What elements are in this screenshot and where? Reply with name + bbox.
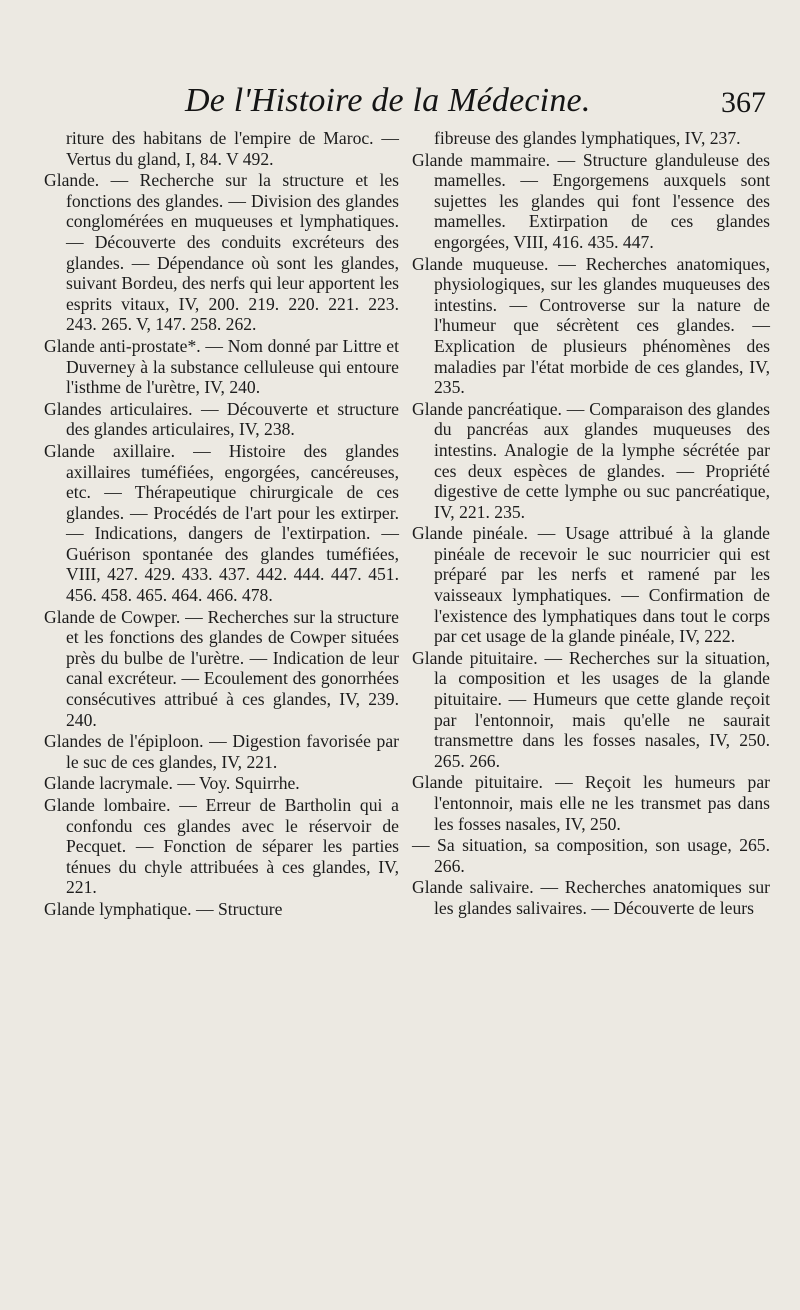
page-number: 367	[721, 86, 766, 119]
index-entry: Glande pinéale. — Usage attribué à la glande pinéale de recevoir le suc nourricier qui est préparé par les nerfs et ramené par les vaisseaux lymphatiques. — Confirmation de l'existence des lymphatiques dans tout le corps par cet usage de la glande pinéale, IV, 222.	[412, 523, 770, 647]
index-entry: Glande pituitaire. — Recherches sur la situation, la composition et les usages de la glande pituitaire. — Humeurs que cette glande reçoit par l'entonnoir, mais qu'elle ne saurait transmettre dans les fosses nasales, IV, 250. 265. 266.	[412, 647, 770, 771]
index-entry: Glande salivaire. — Recherches anatomiques sur les glandes salivaires. — Découverte de leurs	[412, 877, 770, 918]
page-header	[0, 78, 800, 128]
index-entry: Glande lombaire. — Erreur de Bartholin qui a confondu ces glandes avec le réservoir de Pecquet. — Fonction de séparer les parties ténues du chyle attribuées à ces glandes, IV, 221.	[44, 795, 399, 898]
index-entry: Glandes de l'épiploon. — Digestion favorisée par le suc de ces glandes, IV, 221.	[44, 731, 399, 772]
index-entry: Glande anti-prostate*. — Nom donné par Littre et Duverney à la substance celluleuse qui entoure l'isthme de l'urètre, IV, 240.	[44, 335, 399, 398]
index-entry: Glandes articulaires. — Découverte et structure des glandes articulaires, IV, 238.	[44, 398, 399, 440]
left-column	[44, 128, 399, 920]
index-entry: Glande lymphatique. — Structure	[44, 898, 283, 919]
index-entry: Glande pancréatique. — Comparaison des glandes du pancréas aux glandes muqueuses des intestins. Analogie de la lymphe sécrétée par ces deux espèces de glandes. — Propriété digestive de cette lymphe ou suc pancréatique, IV, 221. 235.	[412, 398, 770, 522]
right-column	[412, 128, 770, 919]
index-entry: riture des habitans de l'empire de Maroc. — Vertus du gland, I, 84. V 492.	[66, 128, 399, 169]
index-entry: Glande lacrymale. — Voy. Squirrhe.	[44, 773, 300, 794]
index-entry: Glande pituitaire. — Reçoit les humeurs par l'entonnoir, mais elle ne les transmet pas dans les fosses nasales, IV, 250.	[412, 772, 770, 834]
index-entry: — Sa situation, sa composition, son usage, 265. 266.	[412, 835, 770, 876]
index-entry: Glande de Cowper. — Recherches sur la structure et les fonctions des glandes de Cowper situées près du bulbe de l'urètre. — Indication de leur canal excréteur. — Ecoulement des gonorrhées consécutives attribué à ces glandes, IV, 239. 240.	[44, 606, 399, 730]
index-entry: Glande mammaire. — Structure glanduleuse des mamelles. — Engorgemens auxquels sont sujettes les glandes qui font l'essence des mamelles. Extirpation de ces glandes engorgées, VIII, 416. 435. 447.	[412, 149, 770, 252]
running-title: De l'Histoire de la Médecine.	[185, 82, 591, 119]
index-entry: Glande axillaire. — Histoire des glandes axillaires tuméfiées, engorgées, cancéreuses, etc. — Thérapeutique chirurgicale de ces glandes. — Procédés de l'art pour les extirper. — Indications, dangers de l'extirpation. — Guérison spontanée des glandes tuméfiées, VIII, 427. 429. 433. 437. 442. 444. 447. 451. 456. 458. 465. 464. 466. 478.	[44, 440, 399, 606]
index-entry: fibreuse des glandes lymphatiques, IV, 237.	[434, 128, 741, 148]
index-entry: Glande muqueuse. — Recherches anatomiques, physiologiques, sur les glandes muqueuses des intestins. — Controverse sur la nature de l'humeur que sécrètent ces glandes. — Explication de plusieurs phénomènes des maladies par l'état morbide de ces glandes, IV, 235.	[412, 253, 770, 398]
index-entry: Glande. — Recherche sur la structure et les fonctions des glandes. — Division des glandes conglomérées en muqueuses et lymphatiques. — Découverte des conduits excréteurs des glandes. — Dépendance où sont les glandes, suivant Bordeu, des nerfs qui leur apportent les esprits vitaux, IV, 200. 219. 220. 221. 223. 243. 265. V, 147. 258. 262.	[44, 170, 399, 335]
